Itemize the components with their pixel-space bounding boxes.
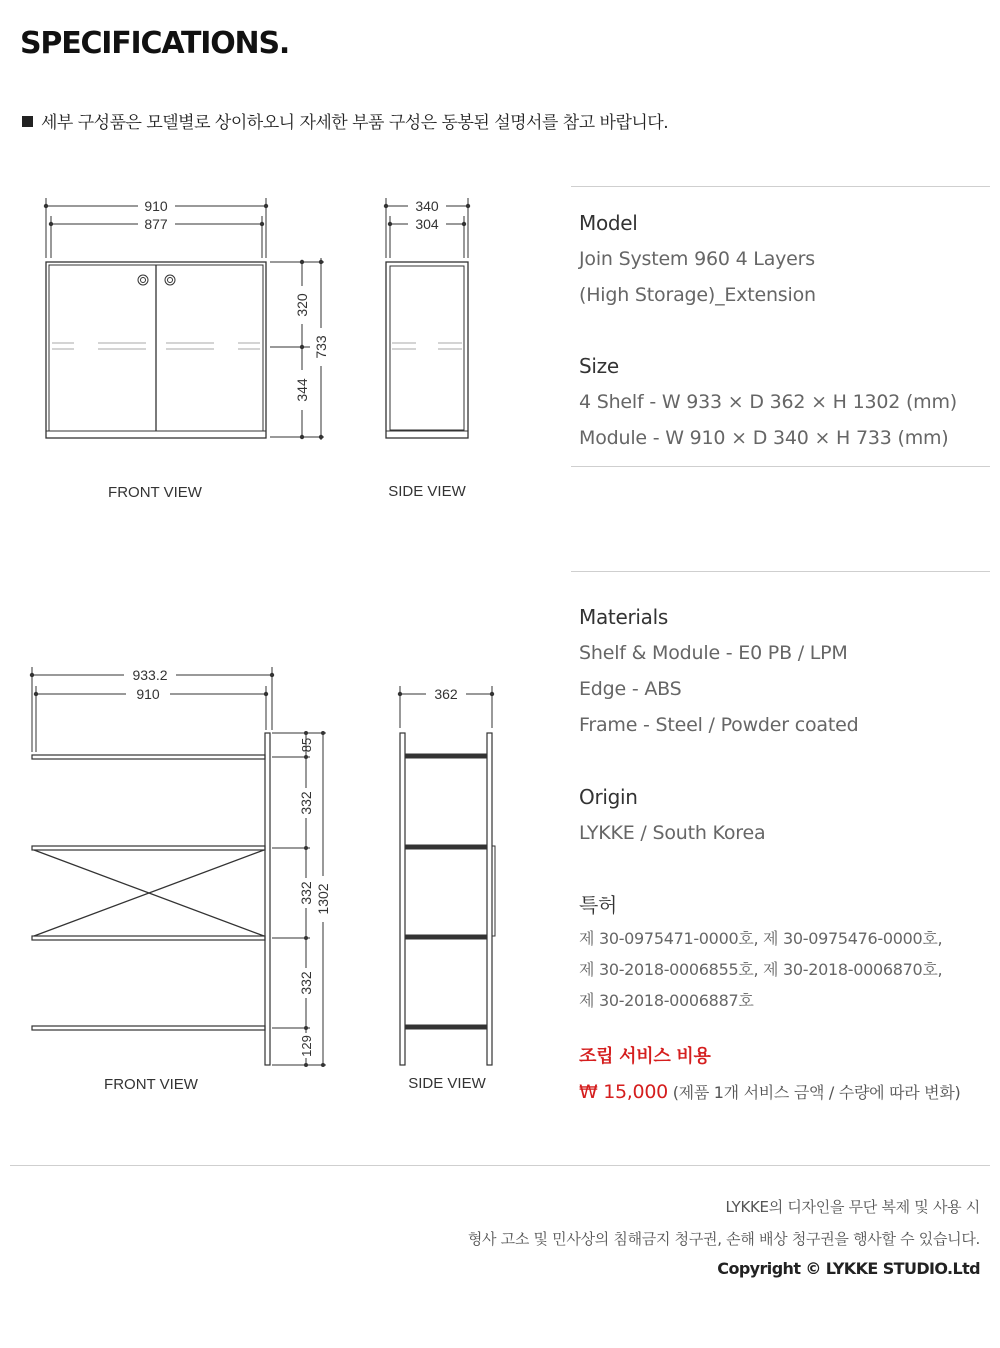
patent-line: 제 30-2018-0006855호, 제 30-2018-0006870호, [579, 960, 943, 979]
shelf-front-width-inner: 910 [136, 686, 160, 702]
divider [571, 466, 990, 467]
assembly-price: ₩ 15,000 [579, 1081, 668, 1103]
model-line: (High Storage)_Extension [579, 284, 816, 306]
materials-line: Frame - Steel / Powder coated [579, 714, 859, 736]
shelf-gap-2: 332 [298, 881, 314, 905]
dimension-diagrams [0, 0, 560, 1120]
module-front-height-bottom: 344 [294, 378, 310, 402]
module-side-view-label: SIDE VIEW [388, 483, 466, 500]
shelf-gap-3: 332 [298, 971, 314, 995]
origin-line: LYKKE / South Korea [579, 822, 766, 844]
module-side-drawing [386, 262, 468, 438]
materials-line: Shelf & Module - E0 PB / LPM [579, 642, 848, 664]
copyright: Copyright © LYKKE STUDIO.Ltd [717, 1259, 980, 1278]
patent-line: 제 30-0975471-0000호, 제 30-0975476-0000호, [579, 929, 943, 948]
module-front-width-inner: 877 [144, 216, 168, 232]
materials-heading: Materials [579, 605, 668, 629]
module-front-width-outer: 910 [144, 198, 168, 214]
shelf-front-view-label: FRONT VIEW [104, 1076, 198, 1093]
module-front-view-label: FRONT VIEW [108, 484, 202, 501]
shelf-gap-bottom: 129 [299, 1035, 314, 1057]
patent-line: 제 30-2018-0006887호 [579, 991, 754, 1010]
model-line: Join System 960 4 Layers [579, 248, 815, 270]
module-side-depth-outer: 340 [415, 198, 439, 214]
origin-heading: Origin [579, 785, 638, 809]
assembly-heading: 조립 서비스 비용 [579, 1046, 711, 1067]
footer-notice-line: LYKKE의 디자인을 무단 복제 및 사용 시 [725, 1198, 980, 1216]
shelf-height-total: 1302 [315, 883, 331, 915]
shelf-gap-1: 332 [298, 791, 314, 815]
shelf-front-drawing [32, 733, 270, 1065]
patent-heading: 특허 [579, 893, 618, 917]
size-heading: Size [579, 354, 619, 378]
shelf-side-view-label: SIDE VIEW [408, 1075, 486, 1092]
module-side-depth-inner: 304 [415, 216, 439, 232]
notice-label: 세부 구성품은 모델별로 상이하오니 자세한 부품 구성은 동봉된 설명서를 참고 바랍니다. [41, 113, 669, 133]
size-line: Module - W 910 × D 340 × H 733 (mm) [579, 427, 949, 449]
assembly-cost [579, 1074, 994, 1110]
module-front-height-top: 320 [294, 293, 310, 317]
module-front-height-total: 733 [313, 335, 329, 359]
shelf-gap-top: 85 [299, 737, 314, 753]
shelf-side-depth: 362 [434, 686, 458, 702]
page-title: SPECIFICATIONS. [20, 26, 290, 61]
spec-materials [579, 599, 994, 1110]
assembly-note: (제품 1개 서비스 금액 / 수량에 따라 변화) [672, 1083, 961, 1102]
spec-model-size [579, 205, 994, 456]
model-heading: Model [579, 211, 638, 235]
materials-line: Edge - ABS [579, 678, 682, 700]
shelf-front-width-outer: 933.2 [132, 667, 168, 683]
size-line: 4 Shelf - W 933 × D 362 × H 1302 (mm) [579, 391, 958, 413]
module-front-drawing [46, 262, 266, 438]
shelf-side-drawing [400, 733, 495, 1065]
divider [571, 571, 990, 572]
footer-notice-line: 형사 고소 및 민사상의 침해금지 청구권, 손해 배상 청구권을 행사할 수 있습니다. [467, 1230, 980, 1248]
divider [571, 186, 990, 187]
divider [10, 1165, 990, 1166]
